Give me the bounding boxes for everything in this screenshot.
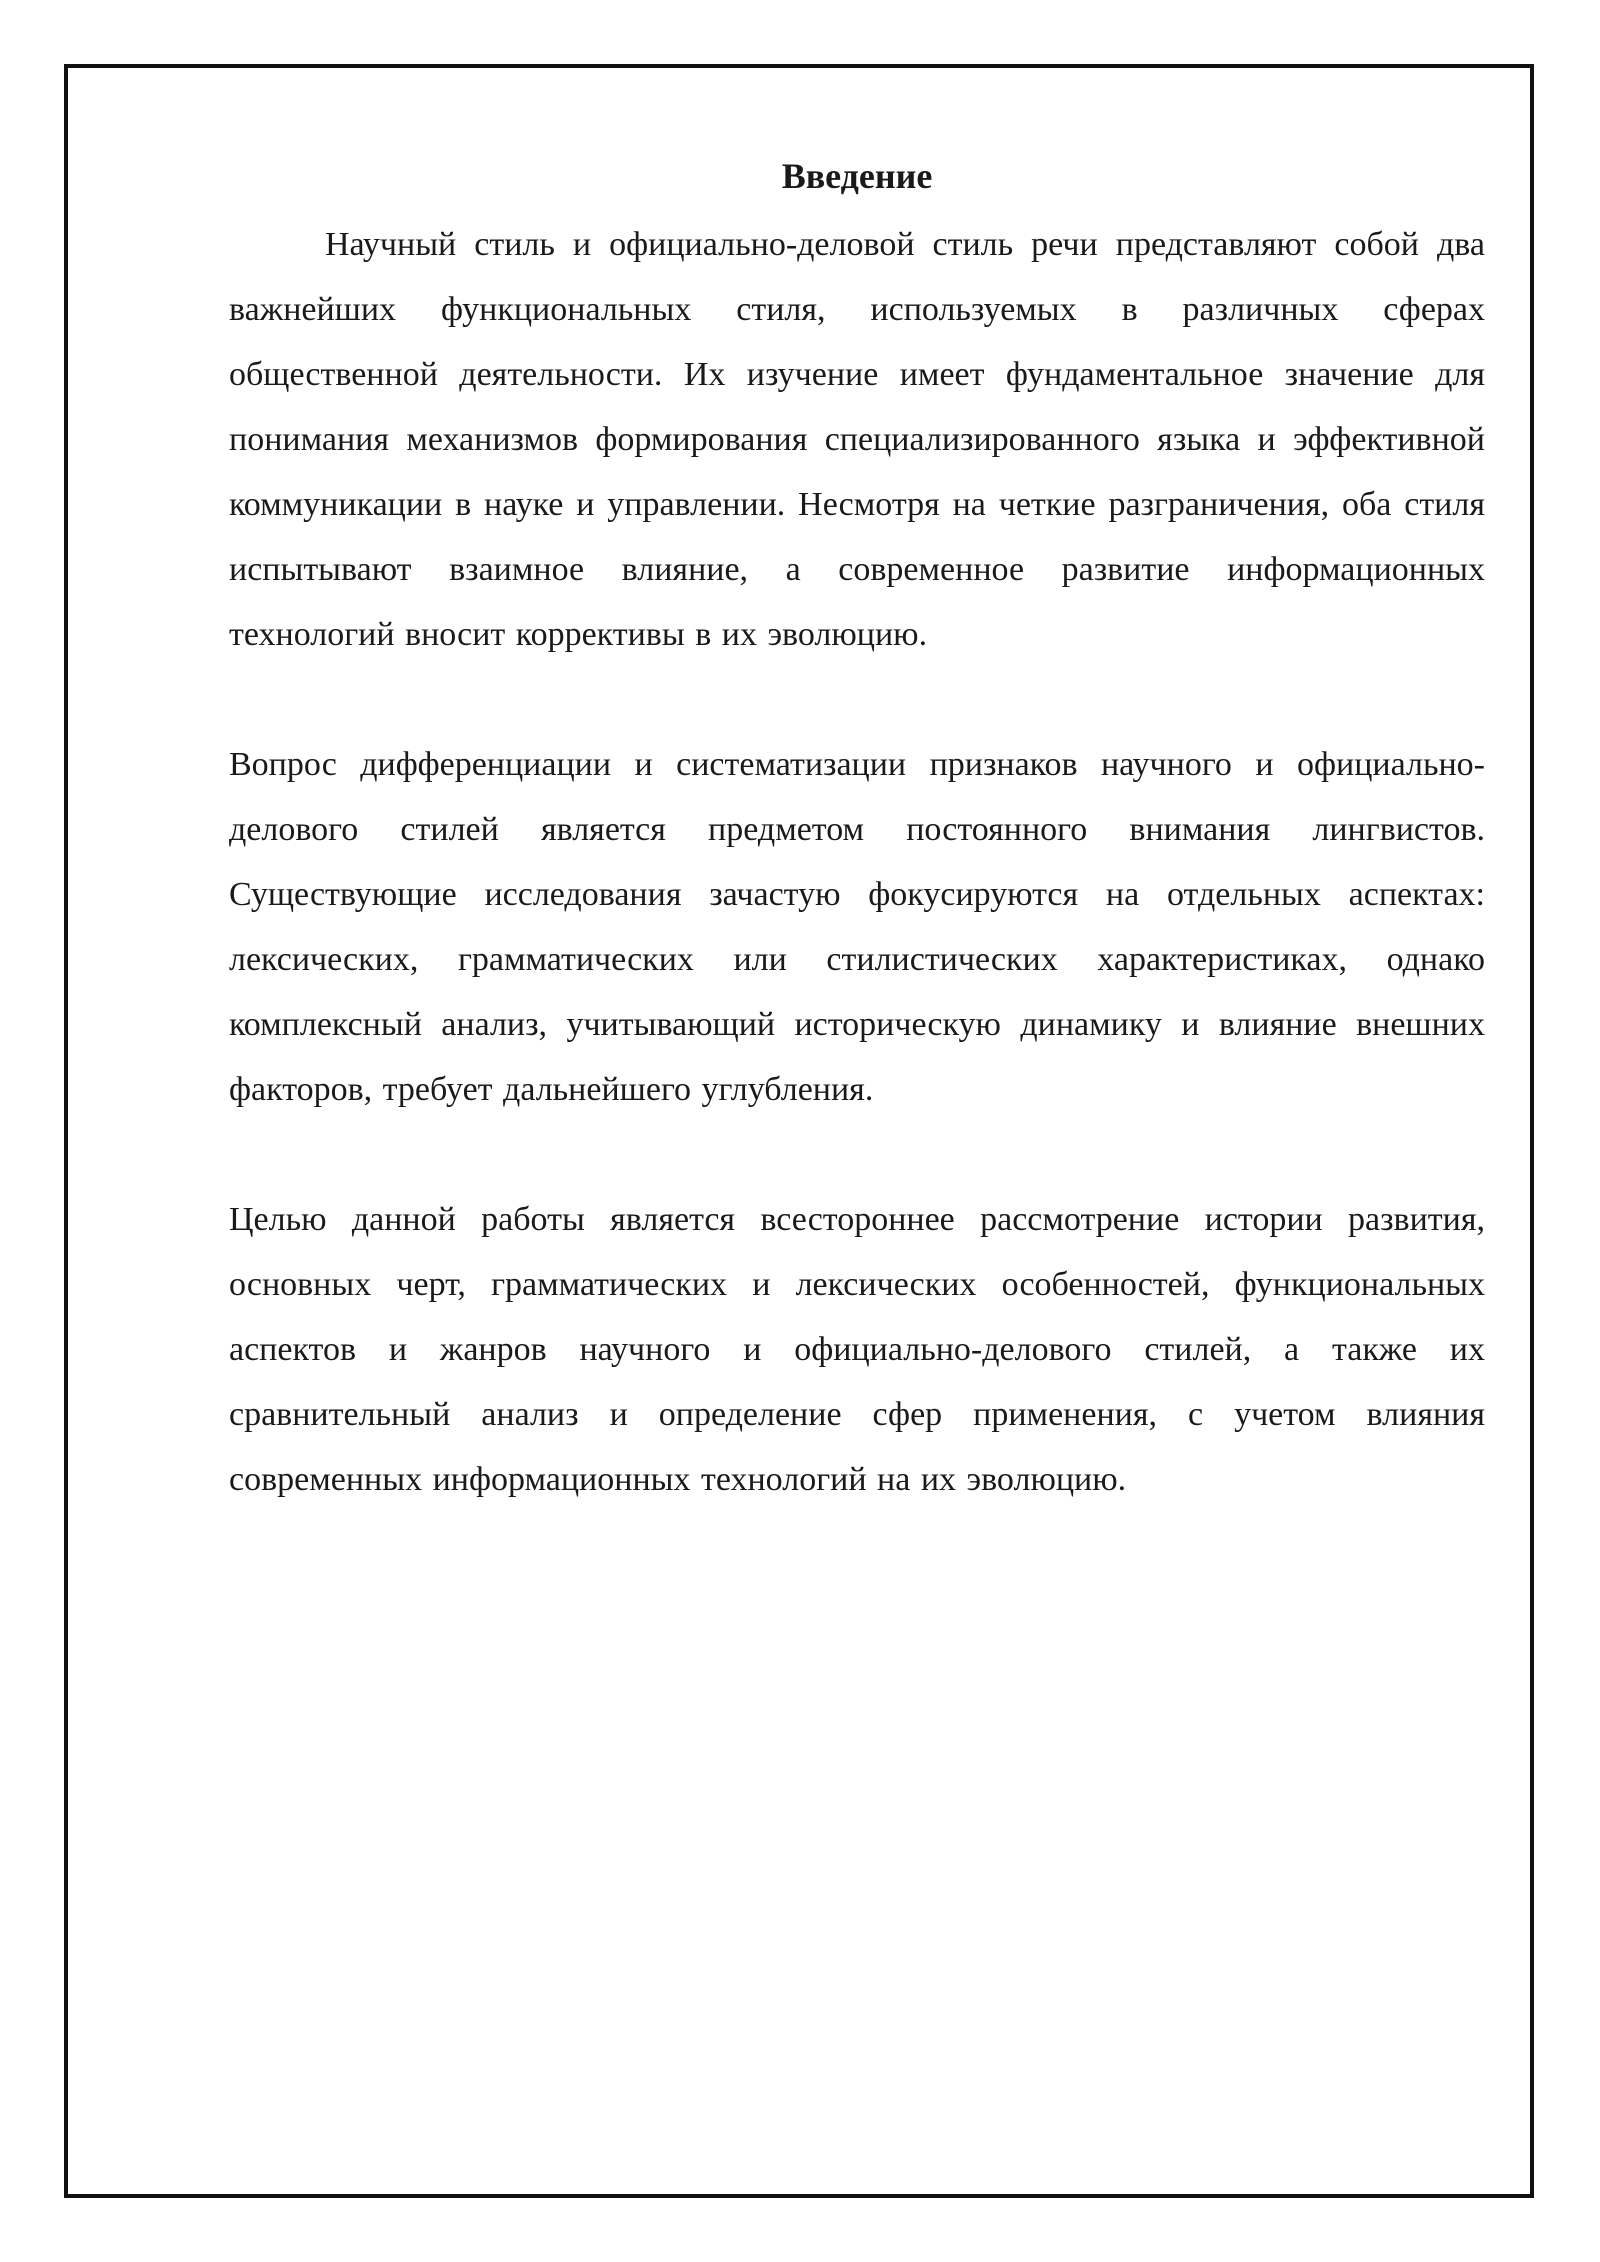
paragraph-goal: Целью данной работы является всестороннее рассмотрение истории развития, основных черт, грамматических и лексических особенностей, функциональных аспектов и жанров научного и официально-делового стилей, а также их сравнительный анализ и определение сфер применения, с учетом влияния современных информационных технологий на их эволюцию. [229, 1201, 1485, 1498]
paragraph-question: Вопрос дифференциации и систематизации признаков научного и официально-делового стилей является предметом постоянного внимания лингвистов. Существующие исследования зачастую фокусируются на отдельных аспектах: лексических, грамматических или стилистических характеристиках, однако комплексный анализ, учитывающий историческую динамику и влияние внешних факторов, требует дальнейшего углубления. [229, 746, 1485, 1108]
document-title: Введение [781, 156, 933, 196]
paragraph-intro: Научный стиль и официально-деловой стиль речи представляют собой два важнейших функциональных стиля, используемых в различных сферах общественной деятельности. Их изучение имеет фундаментальное значение для понимания механизмов формирования специализированного языка и эффективной коммуникации в науке и управлении. Несмотря на четкие разграничения, оба стиля испытывают взаимное влияние, а современное развитие информационных технологий вносит коррективы в их эволюцию. [229, 226, 1485, 653]
document-body [229, 152, 1485, 1512]
